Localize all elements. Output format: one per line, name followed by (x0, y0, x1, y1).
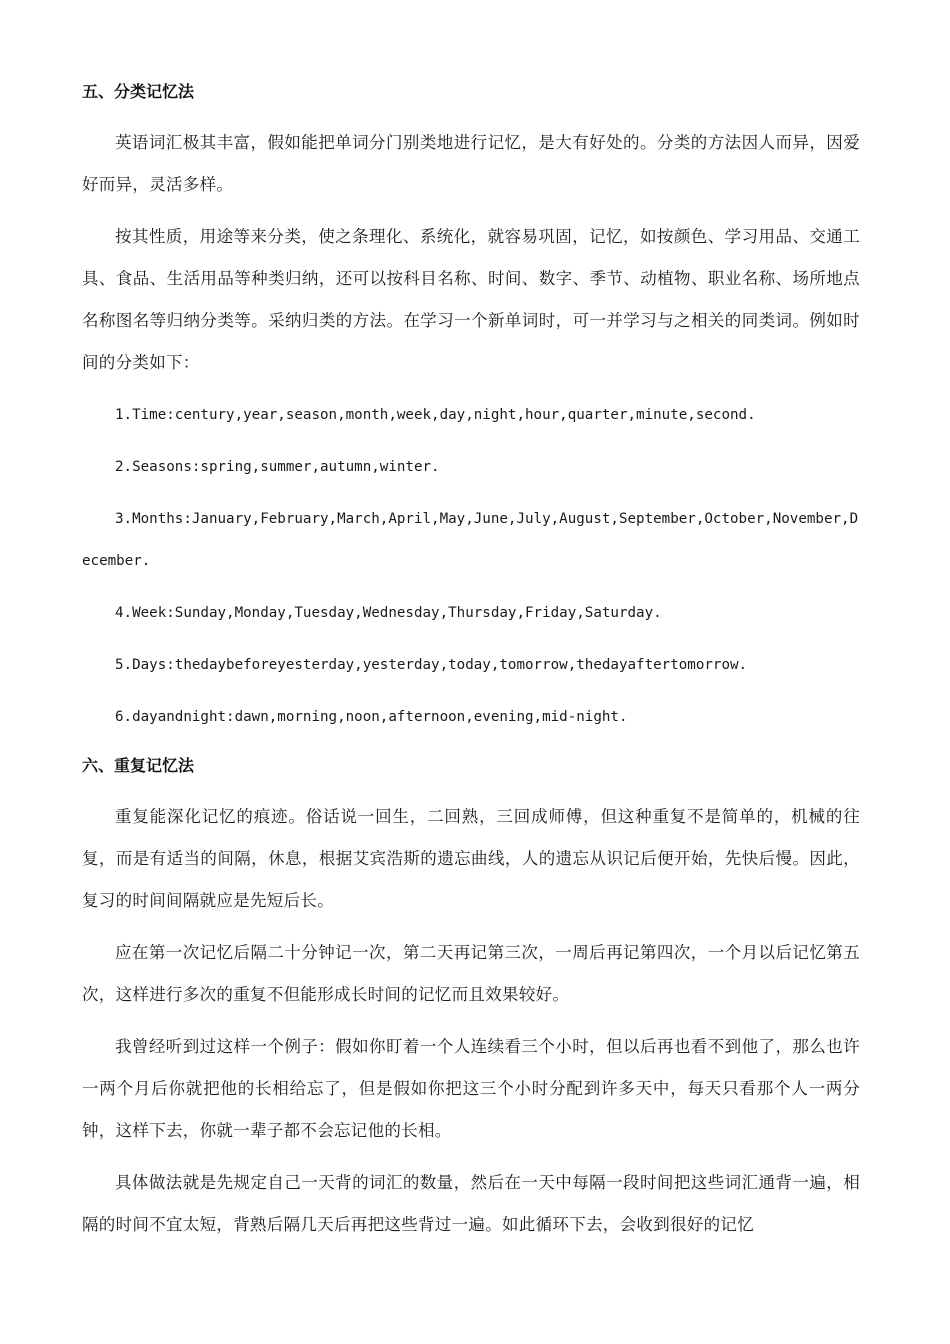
list-item: 5.Days:thedaybeforeyesterday,yesterday,today,tomorrow,thedayaftertomorrow. (115, 657, 748, 673)
paragraph: 按其性质，用途等来分类，使之条理化、系统化，就容易巩固，记忆，如按颜色、学习用品、交通工具、食品、生活用品等种类归纳，还可以按科目名称、时间、数字、季节、动植物、职业名称、场所地点名称图名等归纳分类等。采纳归类的方法。在学习一个新单词时，可一并学习与之相关的同类词。例如时间的分类如下： (82, 227, 860, 372)
paragraph: 我曾经听到过这样一个例子：假如你盯着一个人连续看三个小时，但以后再也看不到他了，那么也许一两个月后你就把他的长相给忘了，但是假如你把这三个小时分配到许多天中，每天只看那个人一两分钟，这样下去，你就一辈子都不会忘记他的长相。 (82, 1037, 860, 1140)
paragraph: 重复能深化记忆的痕迹。俗话说一回生，二回熟，三回成师傅，但这种重复不是简单的，机械的往复，而是有适当的间隔，休息，根据艾宾浩斯的遗忘曲线，人的遗忘从识记后便开始，先快后慢。因此，复习的时间间隔就应是先短后长。 (82, 807, 860, 910)
list-item: 4.Week:Sunday,Monday,Tuesday,Wednesday,Thursday,Friday,Saturday. (115, 605, 662, 621)
document-content (82, 80, 860, 1256)
paragraph: 具体做法就是先规定自己一天背的词汇的数量，然后在一天中每隔一段时间把这些词汇通背一遍，相隔的时间不宜太短，背熟后隔几天后再把这些背过一遍。如此循环下去，会收到很好的记忆 (82, 1173, 860, 1234)
paragraph: 英语词汇极其丰富，假如能把单词分门别类地进行记忆，是大有好处的。分类的方法因人而异，因爱好而异，灵活多样。 (82, 133, 860, 194)
list-item: 2.Seasons:spring,summer,autumn,winter. (115, 459, 440, 475)
list-item: 1.Time:century,year,season,month,week,day,night,hour,quarter,minute,second. (115, 407, 756, 423)
paragraph: 应在第一次记忆后隔二十分钟记一次，第二天再记第三次，一周后再记第四次，一个月以后记忆第五次，这样进行多次的重复不但能形成长时间的记忆而且效果较好。 (82, 943, 860, 1004)
list-item: 6.dayandnight:dawn,morning,noon,afternoon,evening,mid-night. (115, 709, 628, 725)
section-heading-repetition: 六、重复记忆法 (82, 756, 195, 775)
list-item: 3.Months:January,February,March,April,May,June,July,August,September,October,November,December. (82, 511, 859, 569)
section-heading-classification: 五、分类记忆法 (82, 82, 195, 101)
